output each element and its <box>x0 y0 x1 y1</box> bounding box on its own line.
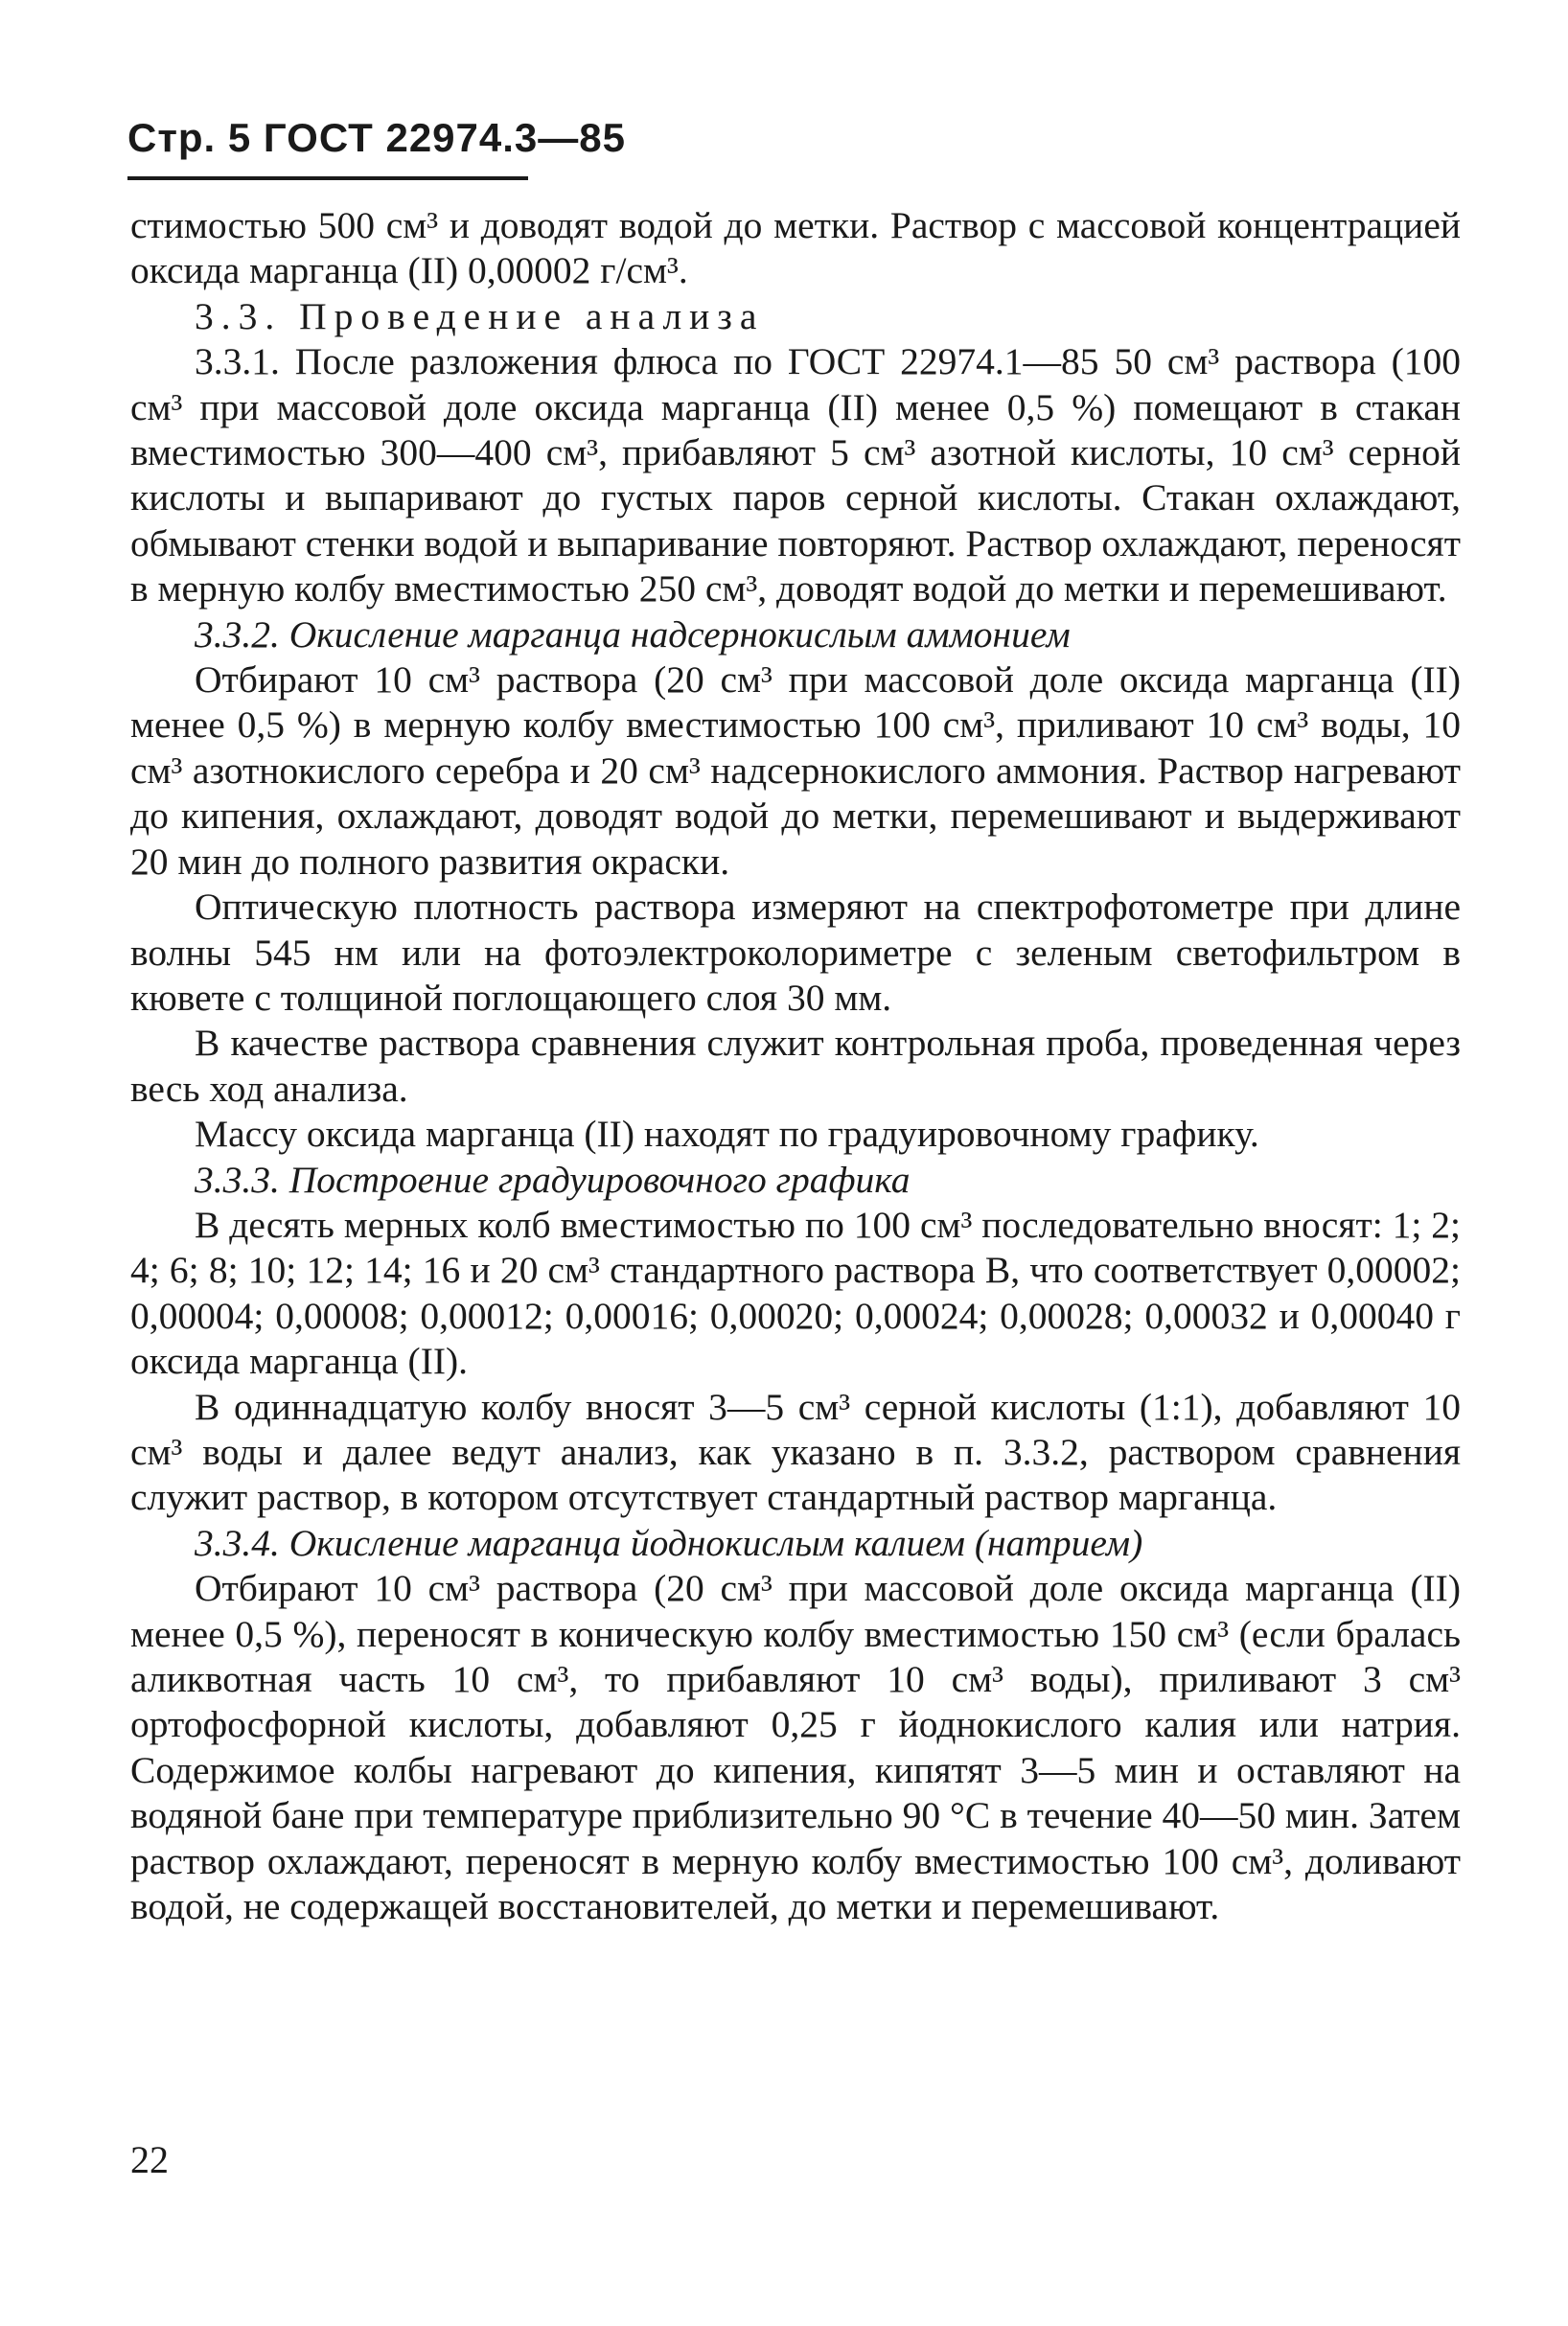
paragraph-periodate-oxidation: Отбирают 10 см³ раствора (20 см³ при массовой доле оксида марганца (II) менее 0,5 %), переносят в коническую колбу вместимостью 150 см³ (если бралась аликвотная часть 10 см³, то прибавляют 10 см³ воды), приливают 3 см³ ортофосфорной кислоты, добавляют 0,25 г йоднокислого калия или натрия. Содержимое колбы нагревают до кипения, кипятят 3—5 мин и оставляют на водяной бане при температуре приблизительно 90 °С в течение 40—50 мин. Затем раствор охлаждают, переносят в мерную колбу вместимостью 100 см³, доливают водой, не содержащей восстановителей, до метки и перемешивают. <box>130 1567 1461 1928</box>
body-text <box>130 203 1461 1929</box>
paragraph-3-3-1: 3.3.1. После разложения флюса по ГОСТ 22974.1—85 50 см³ раствора (100 см³ при массовой доле оксида марганца (II) менее 0,5 %) помещают в стакан вместимостью 300—400 см³, прибавляют 5 см³ азотной кислоты, 10 см³ серной кислоты и выпаривают до густых паров серной кислоты. Стакан охлаждают, обмывают стенки водой и выпаривание повторяют. Раствор охлаждают, переносят в мерную колбу вместимостью 250 см³, доводят водой до метки и перемешивают. <box>130 340 1461 610</box>
header-rule <box>127 176 528 180</box>
paragraph-calibration-series: В десять мерных колб вместимостью по 100 см³ последовательно вносят: 1; 2; 4; 6; 8; 10; 12; 14; 16 и 20 см³ стандартного раствора В, что соответствует 0,00002; 0,00004; 0,00008; 0,00012; 0,00016; 0,00020; 0,00024; 0,00028; 0,00032 и 0,00040 г оксида марганца (II). <box>130 1203 1461 1383</box>
paragraph-continuation: стимостью 500 см³ и доводят водой до метки. Раствор с массовой концентрацией оксида марганца (II) 0,00002 г/см³. <box>130 204 1461 292</box>
page-number: 22 <box>130 2138 169 2181</box>
paragraph-eleventh-flask: В одиннадцатую колбу вносят 3—5 см³ серной кислоты (1:1), добавляют 10 см³ воды и далее ведут анализ, как указано в п. 3.3.2, раствором сравнения служит раствор, в котором отсутствует стандартный раствор марганца. <box>130 1385 1461 1519</box>
subheading-3-3-4: 3.3.4. Окисление марганца йоднокислым калием (натрием) <box>195 1521 1143 1564</box>
running-header: Стр. 5 ГОСТ 22974.3—85 <box>127 115 626 160</box>
paragraph-sampling: Отбирают 10 см³ раствора (20 см³ при массовой доле оксида марганца (II) менее 0,5 %) в мерную колбу вместимостью 100 см³, приливают 10 см³ воды, 10 см³ азотнокислого серебра и 20 см³ надсернокислого аммония. Раствор нагревают до кипения, охлаждают, доводят водой до метки, перемешивают и выдерживают 20 мин до полного развития окраски. <box>130 658 1461 883</box>
subheading-3-3-3: 3.3.3. Построение градуировочного графика <box>195 1158 911 1201</box>
section-heading-3-3: 3.3. Проведение анализа <box>195 294 765 337</box>
paragraph-optical-density: Оптическую плотность раствора измеряют на спектрофотометре при длине волны 545 нм или на фотоэлектроколориметре с зеленым светофильтром в кювете с толщиной поглощающего слоя 30 мм. <box>130 886 1461 1019</box>
subheading-3-3-2: 3.3.2. Окисление марганца надсернокислым аммонием <box>195 612 1071 656</box>
paragraph-mass-determination: Массу оксида марганца (II) находят по градуировочному графику. <box>195 1113 1259 1156</box>
paragraph-reference-solution: В качестве раствора сравнения служит контрольная проба, проведенная через весь ход анализа. <box>130 1022 1461 1110</box>
